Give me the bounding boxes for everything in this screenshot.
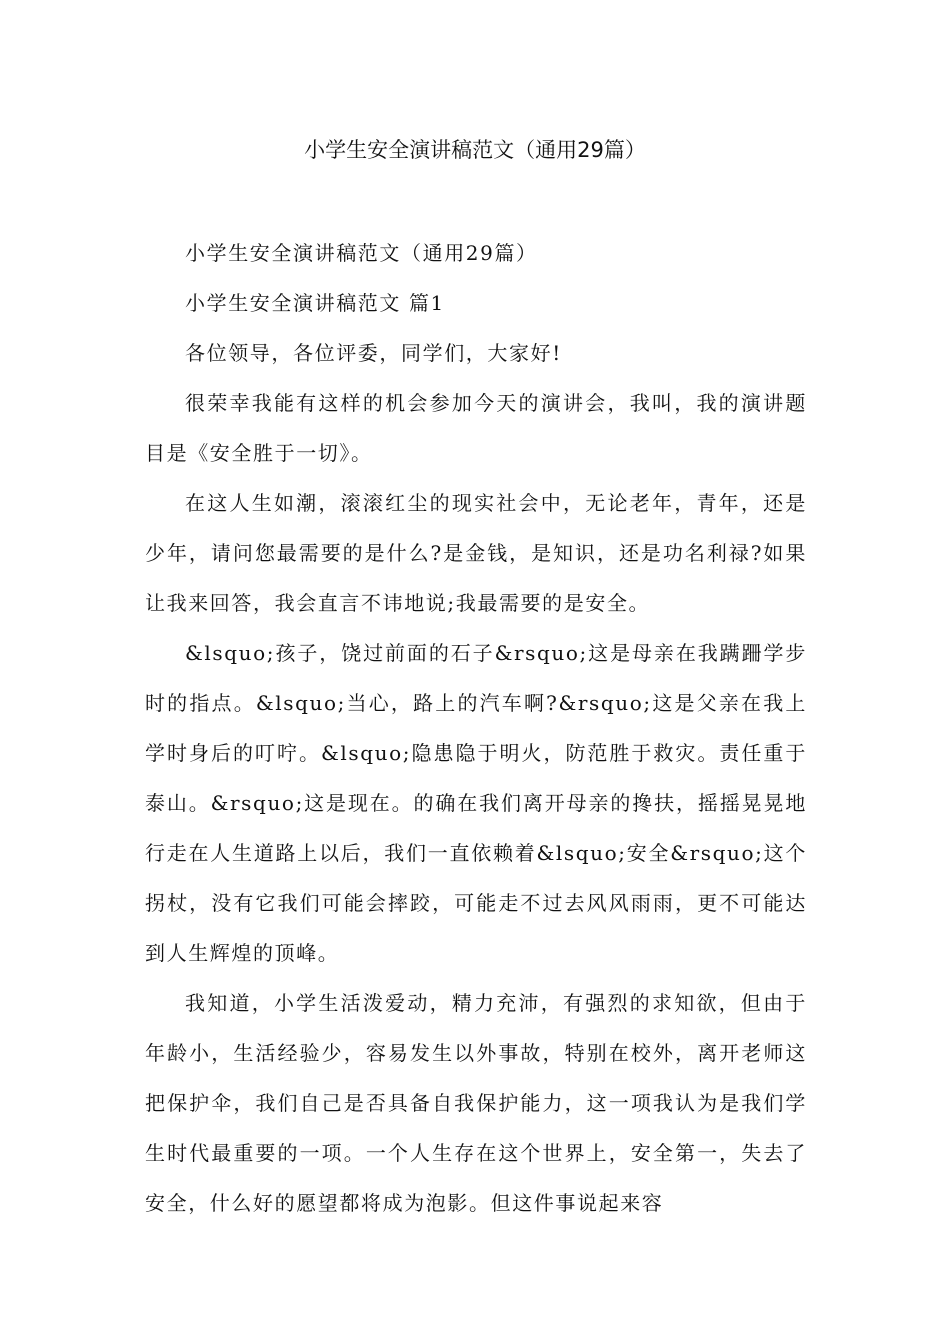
- document-title: 小学生安全演讲稿范文（通用29篇）: [304, 138, 646, 162]
- paragraph-section-title: 小学生安全演讲稿范文 篇1: [185, 291, 445, 315]
- document-body: [145, 228, 807, 1228]
- paragraph-heading: 小学生安全演讲稿范文（通用29篇）: [185, 241, 538, 265]
- paragraph-memories: &lsquo;孩子，饶过前面的石子&rsquo;这是母亲在我蹒跚学步时的指点。&lsquo;当心，路上的汽车啊?&rsquo;这是父亲在我上学时身后的叮咛。&lsquo;隐患隐于明火，防范胜于救灾。责任重于泰山。&rsquo;这是现在。的确在我们离开母亲的搀扶，摇摇晃晃地行走在人生道路上以后，我们一直依赖着&lsquo;安全&rsquo;这个拐杖，没有它我们可能会摔跤，可能走不过去风风雨雨，更不可能达到人生辉煌的顶峰。: [145, 641, 807, 965]
- paragraph-greeting: 各位领导，各位评委，同学们，大家好!: [185, 341, 562, 365]
- paragraph-intro: 很荣幸我能有这样的机会参加今天的演讲会，我叫，我的演讲题目是《安全胜于一切》。: [145, 391, 807, 465]
- paragraph-question: 在这人生如潮，滚滚红尘的现实社会中，无论老年，青年，还是少年，请问您最需要的是什么?是金钱，是知识，还是功名利禄?如果让我来回答，我会直言不讳地说;我最需要的是安全。: [145, 491, 807, 615]
- paragraph-student-life: 我知道，小学生活泼爱动，精力充沛，有强烈的求知欲，但由于年龄小，生活经验少，容易发生以外事故，特别在校外，离开老师这把保护伞，我们自己是否具备自我保护能力，这一项我认为是我们学生时代最重要的一项。一个人生存在这个世界上，安全第一，失去了安全，什么好的愿望都将成为泡影。但这件事说起来容: [145, 991, 807, 1215]
